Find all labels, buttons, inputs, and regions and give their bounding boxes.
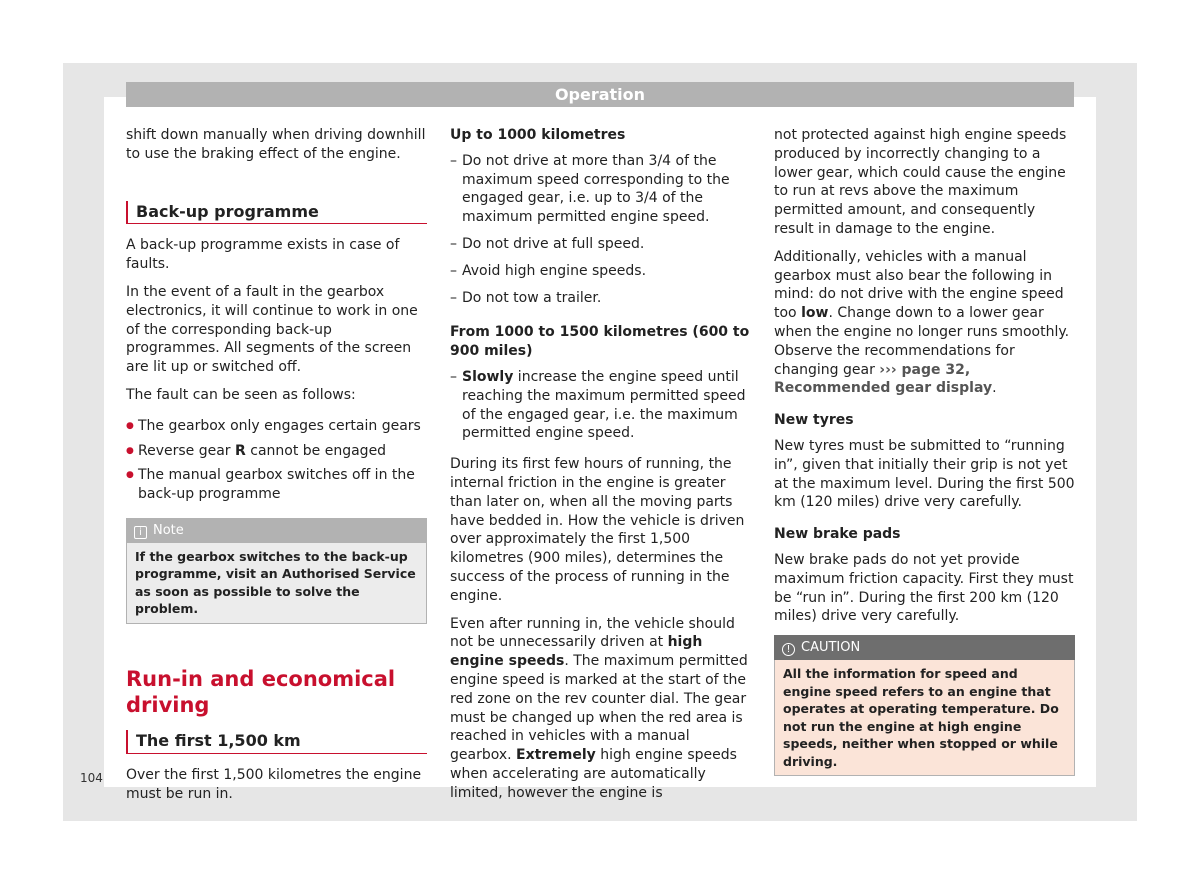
list-item xyxy=(126,417,427,436)
column-left xyxy=(126,126,427,812)
runin-paragraph-2: Even after running in, the vehicle should not be unnecessarily driven at high engine speeds. The maximum permitted engine speed is marked at the start of the red zone on the rev counter dial. The gear must be changed up when the red area is reached in vehicles with a manual gearbox. Extremely high engine speeds when accelerating are automatically limited, however the engine is xyxy=(450,615,748,801)
backup-paragraph-2: In the event of a fault in the gearbox electronics, it will continue to work in one of the corresponding back-up programmes. All segments of the screen are lit up or switched off. xyxy=(126,283,418,376)
list-item xyxy=(126,466,427,504)
runin-heading: Run-in and economical driving xyxy=(126,666,396,717)
caution-text: All the information for speed and engine speed refers to an engine that operates at operating temperature. Do not run the engine at high engine speeds, neither when stopped or while driving. xyxy=(774,660,1075,776)
note-text: If the gearbox switches to the back-up programme, visit an Authorised Service as soon as possible to solve the problem. xyxy=(126,543,427,624)
new-brake-pads-heading: New brake pads xyxy=(774,526,901,543)
gear-letter: R xyxy=(235,442,246,459)
list-item-text: The gearbox only engages certain gears xyxy=(138,417,421,434)
column-middle xyxy=(450,126,750,812)
list-item xyxy=(126,442,427,461)
page-number: 104 xyxy=(80,771,103,785)
new-brake-pads-text: New brake pads do not yet provide maximum friction capacity. First they must be “run in”. During the first 200 km (120 miles) drive very carefully. xyxy=(774,551,1074,625)
runin-paragraph-1: During its first few hours of running, the internal friction in the engine is greater than later on, when all the moving parts have bedded in. How the vehicle is driven over approximately the first 1,500 kilometres (900 miles), determines the success of the process of running in the engine. xyxy=(450,456,745,604)
note-title: Note xyxy=(153,522,184,538)
slowly-emphasis: Slowly xyxy=(462,368,514,385)
section-header: Operation xyxy=(126,82,1074,107)
page-reference-link[interactable]: ››› page 32, Recommended gear display xyxy=(774,361,993,397)
list-item-text: The manual gearbox switches off in the back-up programme xyxy=(138,467,415,503)
manual-gearbox-text: Additionally, vehicles with a manual gearbox must also bear the following in mind: do not drive with the engine speed too low. Change down to a lower gear when the engine no longer runs smoothly. Observe the recommendations for changing gear ››› page 32, Recommended gear display. xyxy=(774,248,1070,397)
note-box xyxy=(126,518,427,624)
caution-title: CAUTION xyxy=(801,640,861,656)
list-item-text: increase the engine speed until reaching the maximum permitted speed of the engaged gear, i.e. the maximum permitted engine speed. xyxy=(462,368,746,442)
upto-1000-list xyxy=(450,152,750,308)
from-1000-heading: From 1000 to 1500 kilometres (600 to 900 miles) xyxy=(450,324,750,360)
warning-icon: ! xyxy=(782,643,795,656)
list-item xyxy=(450,368,750,443)
new-tyres-text: New tyres must be submitted to “running in”, given that initially their grip is not yet at the maximum level. During the first 500 km (120 miles) drive very carefully. xyxy=(774,437,1075,511)
first-1500-heading: The first 1,500 km xyxy=(126,730,427,754)
engine-protection-text: not protected against high engine speeds produced by incorrectly changing to a lower gear, which could cause the engine to run at revs above the maximum permitted amount, and consequently result in damage to the engine. xyxy=(774,127,1067,237)
note-header xyxy=(126,518,427,543)
info-icon: i xyxy=(134,526,147,539)
backup-programme-heading: Back-up programme xyxy=(126,201,427,225)
from-1000-list xyxy=(450,368,750,443)
list-item-text: cannot be engaged xyxy=(245,442,387,459)
first-1500-text: Over the first 1,500 kilometres the engine must be run in. xyxy=(126,766,422,802)
caution-header xyxy=(774,635,1075,660)
upto-1000-heading: Up to 1000 kilometres xyxy=(450,127,626,143)
caution-box xyxy=(774,635,1075,776)
fault-list xyxy=(126,417,427,504)
list-item-text: Reverse gear xyxy=(138,442,236,459)
backup-paragraph-1: A back-up programme exists in case of faults. xyxy=(126,237,400,273)
list-item: – Avoid high engine speeds. xyxy=(450,262,750,281)
list-item: – Do not drive at full speed. xyxy=(450,235,750,254)
new-tyres-heading: New tyres xyxy=(774,412,854,429)
list-item: – Do not tow a trailer. xyxy=(450,289,750,308)
list-item: – Do not drive at more than 3/4 of the maximum speed corresponding to the engaged gear, i.e. up to 3/4 of the maximum permitted engine speed. xyxy=(450,152,750,227)
column-right xyxy=(774,126,1075,788)
intro-text: shift down manually when driving downhill to use the braking effect of the engine. xyxy=(126,127,426,162)
backup-paragraph-3: The fault can be seen as follows: xyxy=(126,386,356,403)
